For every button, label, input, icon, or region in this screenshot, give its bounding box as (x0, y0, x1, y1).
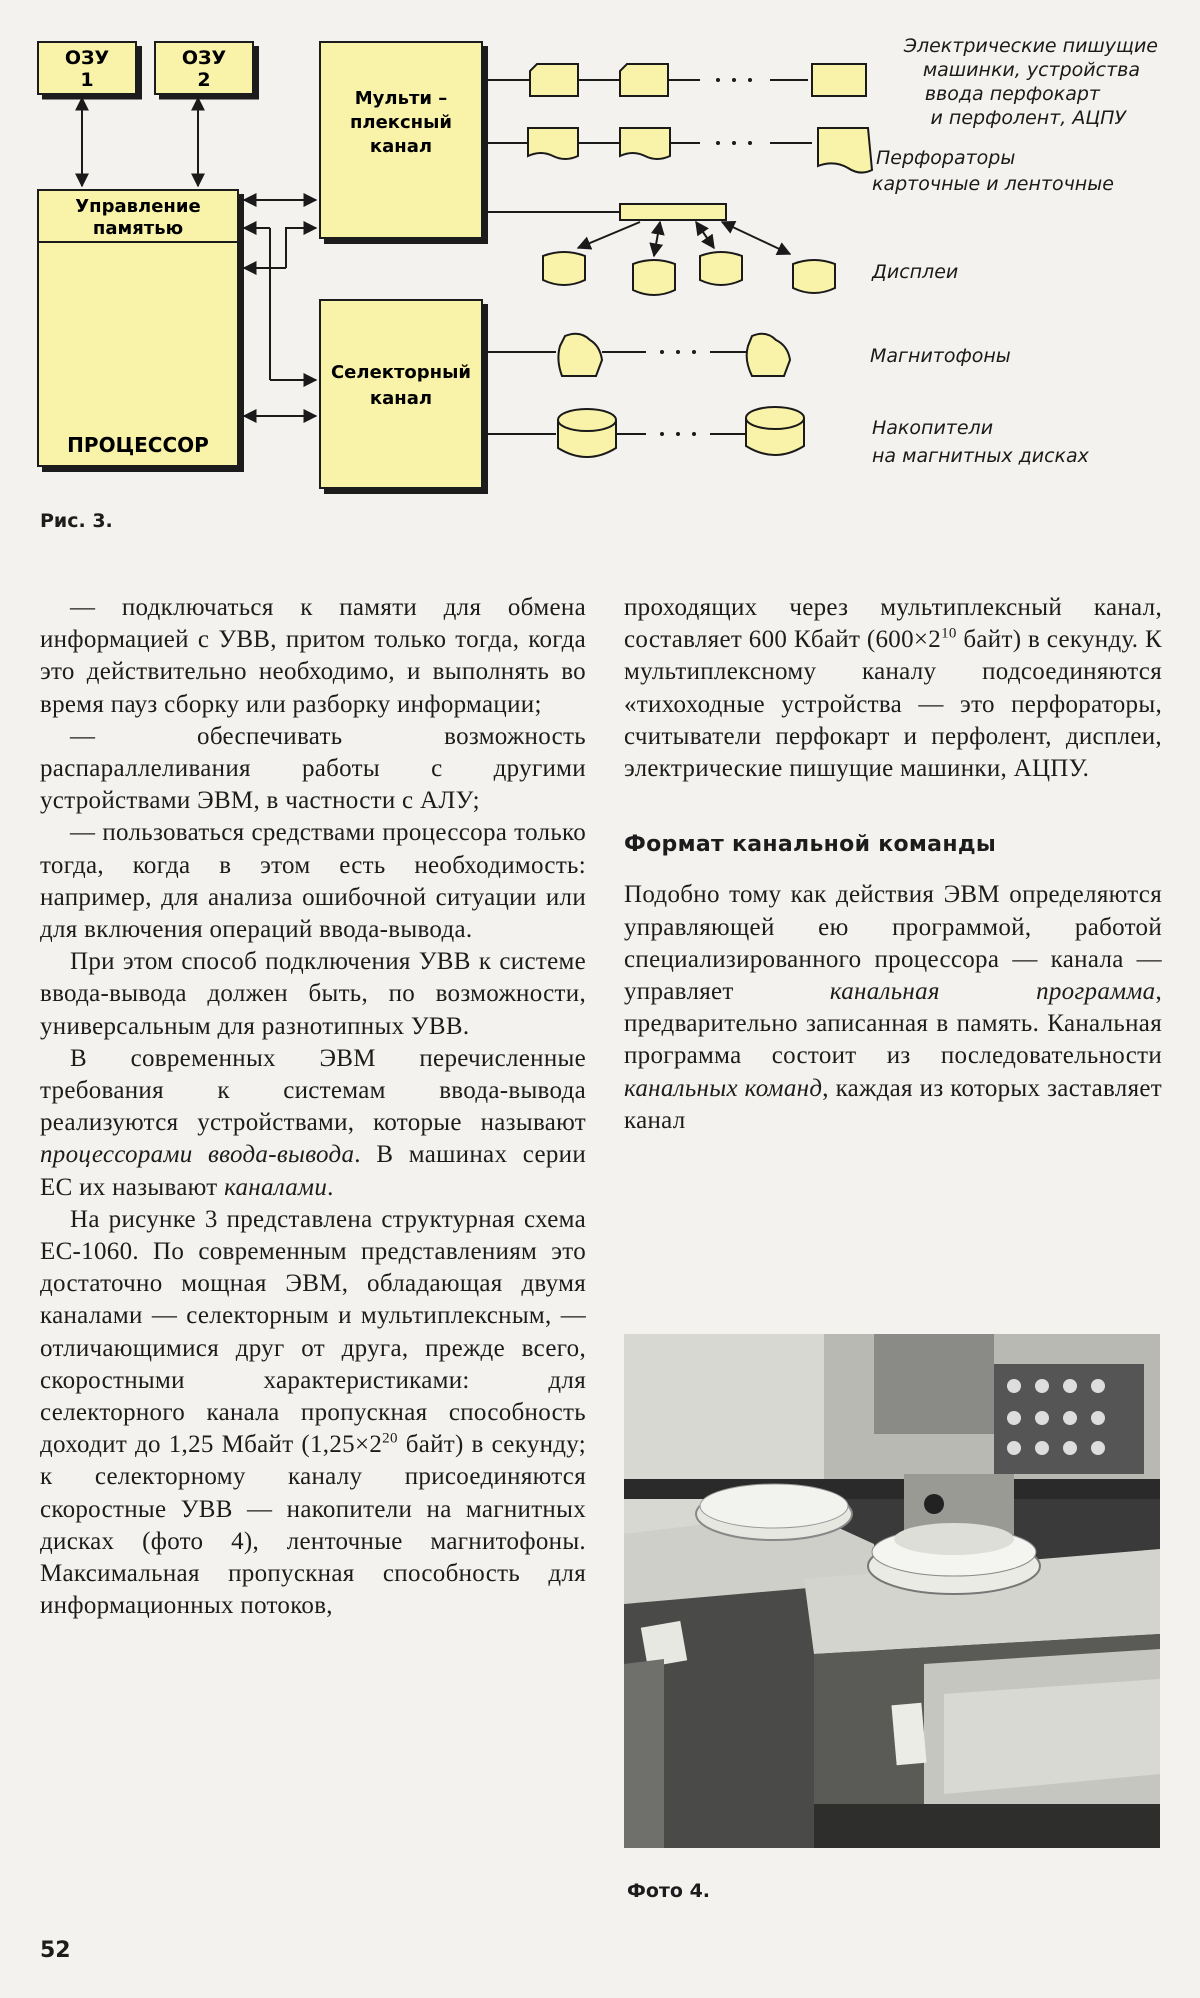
tape-devices-row (486, 334, 790, 376)
typewriter-devices-row (486, 64, 866, 96)
term-channel-program: канальная программа (829, 978, 1156, 1006)
selector-label-2: канал (369, 388, 433, 409)
selector-label-1: Селекторный (330, 362, 472, 383)
term-channel-commands: канальных команд (624, 1074, 823, 1102)
term-channels: каналами (224, 1173, 328, 1201)
disk-devices-row (486, 407, 804, 457)
memory-control-line1: Управление (75, 196, 201, 217)
label-displays: Дисплеи (872, 261, 959, 283)
ram-1-block (38, 42, 136, 94)
structure-diagram (0, 0, 1200, 560)
link-proc-multiplex-2 (286, 228, 316, 268)
label-disks-2: на магнитных дисках (872, 445, 1089, 467)
label-perforators-1: Перфораторы (876, 147, 1016, 169)
multiplex-label-3: канал (369, 136, 433, 157)
selector-channel-block (320, 300, 482, 488)
section-heading: Формат канальной команды (624, 832, 997, 858)
ram-2-label: ОЗУ (181, 47, 227, 69)
dots-row-4 (660, 350, 696, 354)
label-typewriters-3: ввода перфокарт (924, 83, 1100, 105)
label-typewriters-2: машинки, устройства (922, 59, 1140, 81)
left-text-column (40, 592, 586, 1623)
processor-label: ПРОЦЕССОР (67, 433, 209, 457)
paragraph: На рисунке 3 представлена структурная схема ЕС-1060. По современным представлениям это достаточно мощная ЭВМ, обладающая двумя каналами — селекторным и мультиплексным, — отличающимися друг от друга, прежде всего, скоростными характеристиками: для селекторного канала пропускная способность доходит до 1,25 Мбайт ($1,25\times 2^{20}$ байт) в секунду; к селекторному каналу присоединяются скоростные УВВ — накопители на магнитных дисках (фото 4), ленточные магнитофоны. Максимальная пропускная способность для информационных потоков, (40, 1205, 586, 1620)
perforator-devices-row (486, 128, 872, 173)
label-disks-1: Накопители (872, 417, 994, 439)
paragraph: В современных ЭВМ перечисленные требования к системам ввода-вывода реализуются устройствами, которые называют процессорами ввода-вывода. В машинах серии ЕС их называют каналами. (40, 1044, 586, 1201)
paragraph: При этом способ подключения УВВ к системе ввода-вывода должен быть, по возможности, универсальным для разнотипных УВВ. (40, 948, 586, 1040)
multiplex-label-1: Мульти – (354, 88, 448, 109)
dots-row-5 (660, 432, 696, 436)
paragraph: — обеспечивать возможность распараллеливания работы с другими устройствами ЭВМ, в частности с АЛУ; (40, 722, 586, 815)
ram-2-number: 2 (197, 69, 211, 91)
paragraph: — подключаться к памяти для обмена информацией с УВВ, притом только тогда, когда это действительно необходимо, и выполнять во время пауз сборку или разборку информации; (40, 594, 586, 718)
ram-1-number: 1 (80, 69, 94, 91)
label-typewriters-1: Электрические пишущие (903, 35, 1158, 57)
paragraph: Подобно тому как действия ЭВМ определяются управляющей ею программой, работой специализированного процессора — канала — управляет канальная программа, предварительно записанная в память. Канальная программа состоит из последовательности канальных команд, каждая из которых заставляет канал (624, 881, 1162, 1134)
multiplex-channel-block (320, 42, 482, 238)
label-perforators-2: карточные и ленточные (872, 173, 1114, 195)
photo-disk-drives (624, 1334, 1160, 1848)
ram-1-label: ОЗУ (64, 47, 110, 69)
display-devices-group (486, 204, 835, 295)
dots-row-2 (716, 141, 752, 145)
memory-control-line2: памятью (92, 218, 184, 239)
ram-2-block (155, 42, 253, 94)
label-tape: Магнитофоны (870, 345, 1011, 367)
processor-block (38, 190, 238, 466)
multiplex-label-2: плексный (349, 112, 453, 133)
figure-caption: Рис. 3. (40, 510, 113, 532)
paragraph: — пользоваться средствами процессора только тогда, когда в этом есть необходимость: например, для анализа ошибочной ситуации или для включения операций ввода-вывода. (40, 819, 586, 944)
right-text-column (624, 592, 1162, 1137)
term-io-processors: процессорами ввода-вывода (40, 1141, 355, 1169)
page-number: 52 (40, 1938, 71, 1963)
photo-caption: Фото 4. (627, 1880, 711, 1902)
dots-row-1 (716, 78, 752, 82)
paragraph: проходящих через мультиплексный канал, составляет 600 Кбайт ($600\times 2^{10}$ байт) в секунду. К мультиплексному каналу подсоединяются «тихоходные устройства — это перфораторы, считыватели перфокарт и перфолент, дисплеи, электрические пишущие машинки, АЦПУ. (624, 594, 1162, 783)
label-typewriters-4: и перфолент, АЦПУ (930, 107, 1126, 129)
